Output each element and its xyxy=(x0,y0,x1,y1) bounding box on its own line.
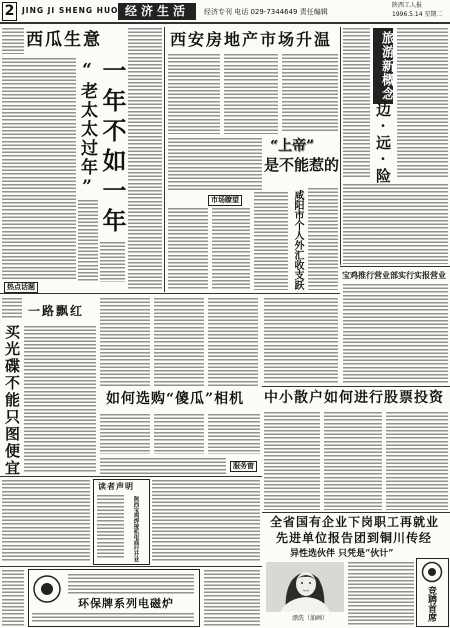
headline-ad: 环保牌系列电磁炉 xyxy=(78,597,174,610)
headline-camera: 如何选购“傻瓜”相机 xyxy=(106,391,245,407)
headline-travel: 旅游新概念 xyxy=(373,28,393,104)
honor-badge-icon xyxy=(420,561,444,583)
body-text xyxy=(2,28,24,54)
headline-vertical-old-lady: “老太太过年” xyxy=(77,60,97,199)
headline-real-estate: 西安房地产市场升温 xyxy=(170,30,333,49)
section-divider xyxy=(262,512,450,513)
headline-travel-subtitle: 边·远·险 xyxy=(374,102,392,183)
body-text xyxy=(32,613,194,622)
issue-date: 1996.5.14 星期二 xyxy=(392,11,443,18)
label-hot-topic: 热点话题 xyxy=(4,282,38,293)
body-text xyxy=(343,28,370,178)
section-divider xyxy=(262,386,450,387)
newspaper-name: 陕西工人报 xyxy=(392,2,423,9)
page-number-box: 2 xyxy=(2,2,17,21)
body-text xyxy=(324,412,382,510)
section-title: 经济生活 xyxy=(118,3,196,20)
section-divider xyxy=(0,293,340,294)
body-text xyxy=(2,480,90,562)
pinyin-title: JING JI SHENG HUO xyxy=(22,6,119,15)
headline-xianyang: 咸阳市个人外汇收支跃 xyxy=(292,190,303,290)
body-text xyxy=(282,54,338,132)
headline-notice: 读者声明 xyxy=(98,481,134,491)
body-text xyxy=(97,495,124,559)
column-rule xyxy=(340,27,341,265)
column-rule xyxy=(164,27,165,292)
body-text xyxy=(2,570,24,626)
headline-disc: 买光碟不能只图便宜 xyxy=(3,324,21,477)
label-market-watch: 市场瞭望 xyxy=(208,195,242,206)
ad-logo-icon xyxy=(32,574,62,604)
contact-line: 经济专刊 电话 029-7344649 责任编辑 xyxy=(204,8,328,16)
body-text xyxy=(152,480,260,562)
body-text xyxy=(168,208,208,290)
headline-vertical-decline: 一年不如一年 xyxy=(98,58,127,238)
body-text xyxy=(154,414,204,454)
body-text xyxy=(264,298,338,384)
body-text xyxy=(208,414,260,454)
body-text xyxy=(154,298,204,386)
body-text xyxy=(343,284,448,384)
body-text xyxy=(348,562,414,626)
headline-baoji: 宝鸡推行营业部实行实报营业 xyxy=(342,270,446,280)
headline-not-to-offend: 是不能惹的 xyxy=(264,156,340,174)
body-text xyxy=(168,138,262,192)
section-divider xyxy=(0,476,262,477)
header-rule xyxy=(0,22,450,24)
headline-reemployment-2: 先进单位报告团到铜川传经 xyxy=(276,531,433,545)
headline-honor: 竞聘首席 xyxy=(426,586,436,622)
section-divider xyxy=(0,566,262,567)
section-divider xyxy=(340,266,450,267)
body-text xyxy=(224,54,278,134)
body-text xyxy=(254,192,288,290)
body-text xyxy=(100,414,150,454)
body-text xyxy=(204,570,260,626)
body-text xyxy=(24,326,96,472)
body-text xyxy=(397,28,448,178)
headline-watermelon: 西瓜生意 xyxy=(26,30,102,50)
headline-opening: 陕西宝鸡焊接机电商行开业 xyxy=(132,496,139,562)
headline-watermelon-north: 一路飘红 xyxy=(28,304,85,318)
body-text xyxy=(2,58,76,280)
headline-god: “上帝” xyxy=(270,138,315,154)
body-text xyxy=(168,54,220,134)
body-text xyxy=(68,574,194,594)
painting-image xyxy=(266,562,344,612)
body-text xyxy=(208,298,258,386)
body-text xyxy=(212,208,250,290)
label-service-window: 服务窗 xyxy=(230,461,257,472)
body-text xyxy=(264,412,320,510)
body-text xyxy=(78,200,98,282)
body-text xyxy=(2,298,22,318)
body-text xyxy=(308,188,338,290)
body-text xyxy=(343,184,448,264)
body-text xyxy=(386,412,448,510)
body-text xyxy=(100,242,125,282)
headline-partner: 异性选伙伴 只凭是“伙计” xyxy=(290,549,394,559)
body-text xyxy=(100,458,226,474)
painting-caption: 漂洗（油画） xyxy=(292,615,329,622)
body-text xyxy=(100,298,150,386)
body-text xyxy=(128,28,162,290)
headline-stocks: 中小散户如何进行股票投资 xyxy=(264,390,444,406)
headline-reemployment-1: 全省国有企业下岗职工再就业 xyxy=(270,515,440,529)
